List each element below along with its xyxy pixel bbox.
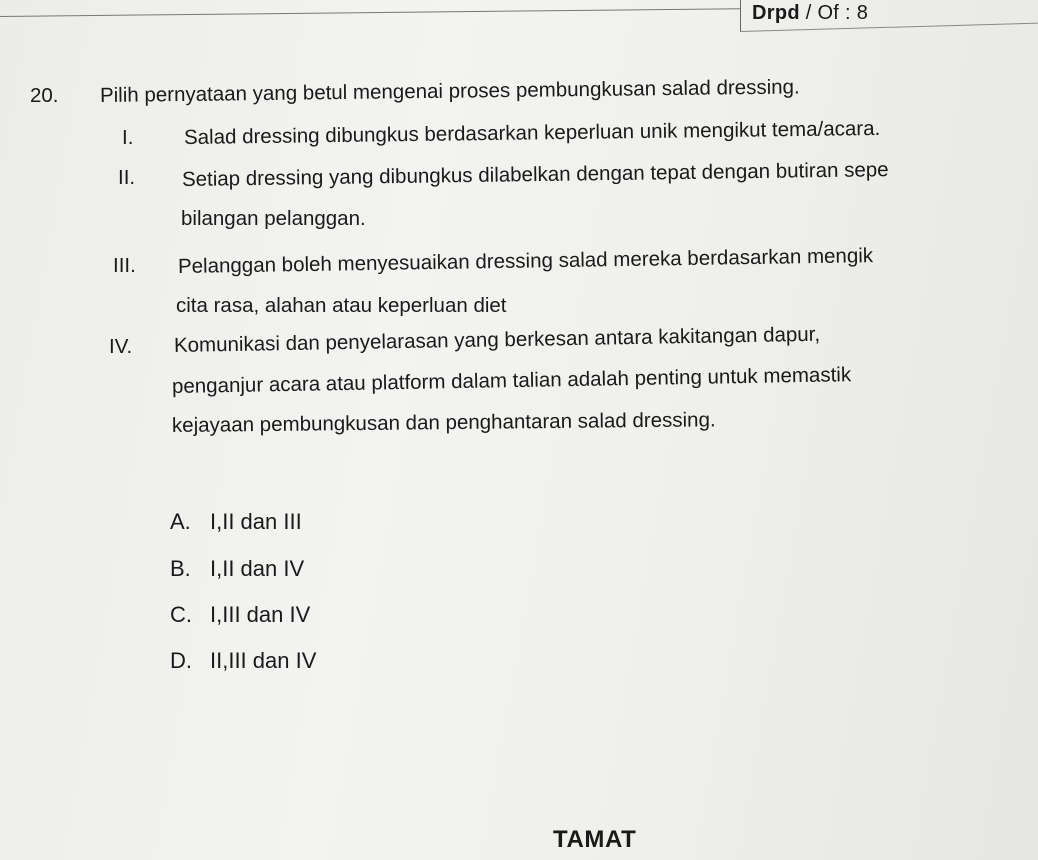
statement-line: bilangan pelanggan.	[181, 207, 366, 230]
answer-option-d[interactable]	[170, 648, 316, 674]
course-code-prefix: Drpd	[752, 2, 800, 24]
statement-numeral: II.	[118, 166, 136, 189]
option-letter: B.	[170, 556, 191, 581]
option-text: I,III dan IV	[210, 602, 311, 627]
statement-numeral: I.	[122, 126, 134, 149]
statement-line: Setiap dressing yang dibungkus dilabelkan dengan tepat dengan butiran sepe	[181, 158, 889, 191]
question-number: 20.	[30, 84, 59, 107]
option-text: II,III dan IV	[210, 648, 317, 673]
answer-option-c[interactable]	[170, 602, 310, 628]
end-of-paper-label: TAMAT	[553, 826, 637, 853]
option-text: I,II dan IV	[210, 556, 305, 581]
statement-numeral: IV.	[109, 335, 133, 358]
course-code	[752, 2, 868, 25]
statement-line: kejayaan pembungkusan dan penghantaran salad dressing.	[171, 408, 716, 437]
option-letter: D.	[170, 648, 192, 673]
option-letter: A.	[170, 509, 191, 534]
answer-option-a[interactable]	[170, 509, 302, 535]
statement-line: Pelanggan boleh menyesuaikan dressing salad mereka berdasarkan mengik	[177, 244, 874, 278]
header-box-divider	[740, 0, 741, 32]
question-stem: Pilih pernyataan yang betul mengenai proses pembungkusan salad dressing.	[99, 75, 800, 107]
statement-line: penganjur acara atau platform dalam talian adalah penting untuk memastik	[171, 363, 852, 398]
statement-line: cita rasa, alahan atau keperluan diet	[176, 294, 507, 317]
statement-line: Komunikasi dan penyelarasan yang berkesan antara kakitangan dapur,	[173, 322, 821, 357]
header-rule	[0, 8, 740, 17]
option-letter: C.	[170, 602, 192, 627]
statement-line: Salad dressing dibungkus berdasarkan keperluan unik mengikut tema/acara.	[183, 116, 881, 149]
course-code-rest: / Of : 8	[799, 2, 869, 24]
option-text: I,II dan III	[210, 509, 302, 534]
answer-option-b[interactable]	[170, 556, 304, 582]
statement-numeral: III.	[113, 254, 136, 277]
